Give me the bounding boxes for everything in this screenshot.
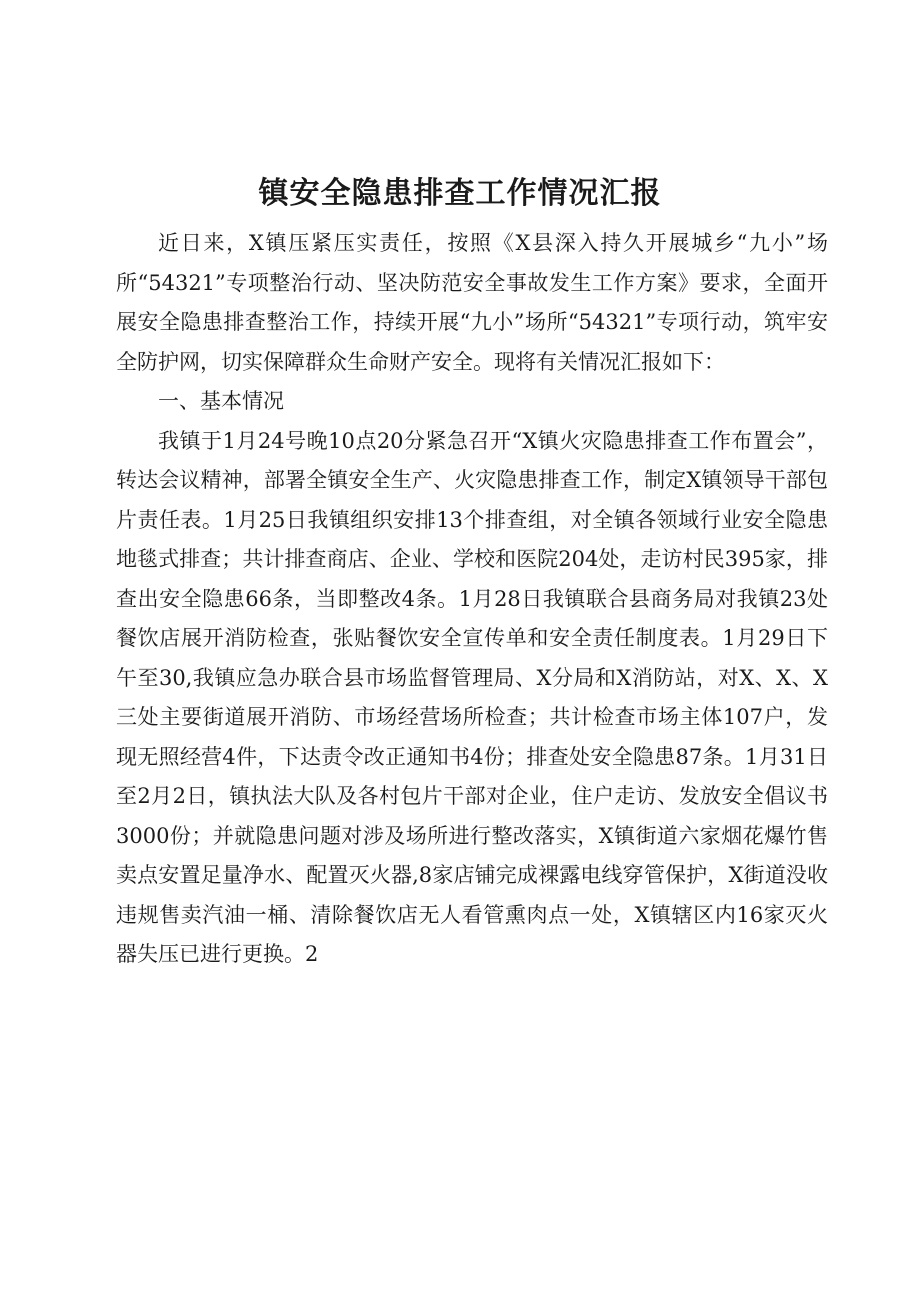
section-heading-basic-situation: 一、基本情况: [158, 389, 284, 413]
document-title: 镇安全隐患排查工作情况汇报: [258, 176, 662, 211]
intro-paragraph: 近日来，X镇压紧压实责任，按照《X县深入持久开展城乡“九小”场所“54321”专项整治行动、坚决防范安全事故发生工作方案》要求，全面开展安全隐患排查整治工作，持续开展“九小”场所“54321”专项行动，筑牢安全防护网，切实保障群众生命财产安全。现将有关情况汇报如下：: [116, 231, 828, 374]
section-basic-situation-paragraph: 我镇于1月24号晚10点20分紧急召开“X镇火灾隐患排查工作布置会”，转达会议精神，部署全镇安全生产、火灾隐患排查工作，制定X镇领导干部包片责任表。1月25日我镇组织安排13个排查组，对全镇各领域行业安全隐患地毯式排查；共计排查商店、企业、学校和医院204处，走访村民395家，排查出安全隐患66条，当即整改4条。1月28日我镇联合县商务局对我镇23处餐饮店展开消防检查，张贴餐饮安全宣传单和安全责任制度表。1月29日下午至30,我镇应急办联合县市场监督管理局、X分局和X消防站，对X、X、X三处主要街道展开消防、市场经营场所检查；共计检查市场主体107户，发现无照经营4件，下达责令改正通知书4份；排查处安全隐患87条。1月31日至2月2日，镇执法大队及各村包片干部对企业，住户走访、发放安全倡议书3000份；并就隐患问题对涉及场所进行整改落实，X镇街道六家烟花爆竹售卖点安置足量净水、配置灭火器,8家店铺完成裸露电线穿管保护，X街道没收违规售卖汽油一桶、清除餐饮店无人看管熏肉点一处，X镇辖区内16家灭火器失压已进行更换。2: [116, 428, 828, 966]
document-body: [116, 224, 828, 975]
